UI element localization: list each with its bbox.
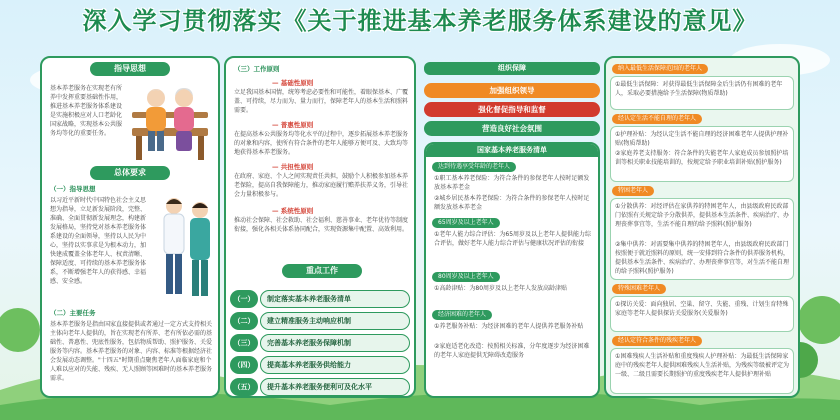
key-work-item <box>230 378 372 396</box>
page-title: 深入学习贯彻落实《关于推进基本养老服务体系建设的意见》 <box>82 7 758 35</box>
sub2-heading: （二）主要任务 <box>50 309 96 317</box>
org-item-2: 强化督促指导和监督 <box>424 102 600 117</box>
key-work-number: （五） <box>230 378 258 396</box>
guide-title: 指导思想 <box>90 62 170 76</box>
key-work-label: 提高基本养老服务供给能力 <box>260 356 410 374</box>
principle-2-title: — 普惠性原则 <box>272 121 314 129</box>
key-work-number: （三） <box>230 334 258 352</box>
key-work-label: 制定落实基本养老服务清单 <box>260 290 410 308</box>
group-4-item-a: ①养老服务补贴：为经济困难的老年人提供养老服务补贴 <box>434 323 584 330</box>
key-work-item <box>230 290 351 308</box>
group-1-heading: 达到待遇享受年龄的老年人 <box>432 162 516 172</box>
org-title: 组织保障 <box>424 62 600 75</box>
right-group-3-box <box>610 198 794 280</box>
group-2-heading: 65周岁及以上老年人 <box>432 218 500 228</box>
right-group-1-heading: 纳入最低生活保障范围的老年人 <box>612 64 708 74</box>
key-work-label: 建立精准服务主动响应机制 <box>260 312 410 330</box>
key-work-item <box>230 312 351 330</box>
org-item-3: 营造良好社会氛围 <box>424 121 600 136</box>
group-2-item-a: ①老年人能力综合评估：为65周岁及以上老年人提供能力综合评估，做好老年人能力综合评估与健康状况评估的衔接 <box>434 231 592 247</box>
guide-text: 基本养老服务在实现老有所养中发挥重要基础性作用，推进基本养老服务体系建设是实施积极应对人口老龄化国家战略，实现基本公共服务均等化的重要任务。 <box>50 85 122 137</box>
key-work-number: （一） <box>230 290 258 308</box>
sub2-text: 基本养老服务是指由国家直接提供或者通过一定方式支持相关主体向老年人提供的，旨在实现老有所养、老有所依必需的基础性、普惠性、兜底性服务，包括物质帮助、照护服务、关爱服务等内容。基本养老服务的对象、内容、标准等根据经济社会发展动态调整。"十四五"时期重点聚焦老年人面临家庭和个人难以应对的失能、残疾、无人照顾等困难时的基本养老服务需求。 <box>50 321 213 382</box>
principle-4-title: — 系统性原则 <box>272 207 314 215</box>
group-3-item-a: ①高龄津贴：为80周岁及以上老年人发放高龄津贴 <box>434 285 568 292</box>
principle-1-text: 立足我国基本国情，统筹考虑必要性和可能性，着眼保基本、广覆盖、可持续，尽力而为、量力而行，保障老年人的基本生活和照料需要。 <box>234 89 409 114</box>
elderly-couple-illustration <box>126 82 214 164</box>
right-group-3-heading: 特困老年人 <box>612 186 654 196</box>
right-group-3-item-b: ②集中供养：对需要集中供养的特困老年人，由县级政府民政部门按照便于就近照料的原则，统一安排到符合条件的供养服务机构，提供基本生活条件、疾病治疗、办理丧葬事宜等，对生活不能自理的给予照料(照护服务) <box>615 241 790 275</box>
principle-3-text: 在政府、家庭、个人之间实现责任共担，鼓励个人积极参加基本养老保险，提高自我保障能力，推动家庭履行赡养扶养义务，引导社会力量积极参与。 <box>234 173 409 198</box>
service-list-title: 国家基本养老服务清单 <box>426 144 598 157</box>
org-item-1: 加强组织领导 <box>424 83 600 98</box>
right-group-4-item-a: ①探访关爱：面向独居、空巢、留守、失能、重残、计划生育特殊家庭等老年人提供探访关爱服务(关爱服务) <box>615 301 789 317</box>
middle-panel <box>224 56 416 398</box>
group-3-heading: 80周岁及以上老年人 <box>432 272 500 282</box>
key-work-number: （四） <box>230 356 258 374</box>
right-group-1-item-a: ①最低生活保障：对获得最低生活保障金后生活仍有困难的老年人，采取必要措施给予生活保障(物质帮助) <box>615 81 783 97</box>
key-work-title: 重点工作 <box>282 264 362 278</box>
right-group-4-heading: 特殊困难老年人 <box>612 284 666 294</box>
sub1-heading: （一）指导思想 <box>50 185 96 193</box>
right-group-2-box <box>610 126 794 182</box>
principle-1-title: — 基础性原则 <box>272 79 314 87</box>
right-group-5-box <box>610 348 794 394</box>
doctors-illustration <box>154 192 218 300</box>
require-title: 总体要求 <box>90 166 170 180</box>
group-4-heading: 经济困难的老年人 <box>432 310 492 320</box>
group-1-item-a: ①职工基本养老保险：为符合条件的参保老年人按时足额发放基本养老金 <box>434 175 590 191</box>
principle-2-text: 在提高基本公共服务均等化水平的过程中，逐步拓展基本养老服务的对象和内容，使所有符合条件的老年人能够方便可及、大致均等地获得基本养老服务。 <box>234 131 409 156</box>
key-work-item <box>230 356 351 374</box>
key-work-item <box>230 334 351 352</box>
group-1-item-b: ②城乡居民基本养老保险：为符合条件的参保老年人按时足额发放基本养老金 <box>434 195 590 211</box>
right-panel <box>604 56 800 398</box>
right-group-2-item-b: ②家庭养老支持服务：符合条件的失能老年人家庭成员参加照护培训等相关职业技能培训的，按规定给予职业培训补贴(照护服务) <box>615 150 789 166</box>
key-work-label: 完善基本养老服务保障机制 <box>260 334 410 352</box>
service-list-panel <box>424 142 600 398</box>
right-group-2-heading: 经认定生活不能自理的老年人 <box>612 114 702 124</box>
key-work-number: （二） <box>230 312 258 330</box>
right-group-1-box <box>610 76 794 110</box>
sub1-text: 以习近平新时代中国特色社会主义思想为指导，立足新发展阶段，完整、准确、全面贯彻新发展理念，构建新发展格局，坚持党对基本养老服务体系建设的全面领导，坚持以人民为中心，坚持以实事求是为根本动力，加快建成覆盖全体老年人、权责清晰、保障适度、可持续的基本养老服务体系，不断增强老年人的获得感、幸福感、安全感。 <box>50 197 147 285</box>
left-panel <box>40 56 220 398</box>
principle-3-title: — 共担性原则 <box>272 163 314 171</box>
key-work-label: 提升基本养老服务便利可及化水平 <box>260 378 410 396</box>
right-group-4-box <box>610 296 794 332</box>
right-group-3-item-a: ①分散供养：对经评估在家供养的特困老年人，由县级政府民政部门依照有关规定给予分散供养，提供基本生活条件、疾病治疗、办理丧葬事宜等，生活不能自理的给予照料(照护服务) <box>615 203 790 228</box>
group-4-item-b: ②家庭适老化改造：按照相关标准，分年度逐步为经济困难的老年人家庭提供无障碍改造服务 <box>434 343 590 359</box>
right-group-2-item-a: ①护理补贴：为经认定生活不能自理的经济困难老年人提供护理补贴(物质帮助) <box>615 131 789 147</box>
principles-heading: （三）工作原则 <box>234 65 280 73</box>
right-group-5-heading: 经认定符合条件的残疾老年人 <box>612 336 702 346</box>
principle-4-text: 推动社会保障、社会救助、社会福利、慈善事业、老年优待等制度衔接，强化各相关体系协同配合，实现资源集中配置、高效利用。 <box>234 217 409 233</box>
right-group-5-item-a: ①困难残疾人生活补贴和重度残疾人护理补贴：为最低生活保障家庭中的残疾老年人提供困难残疾人生活补贴，为残疾等级被评定为一级、二级且需要长期照护的重度残疾老年人提供护理补贴 <box>615 353 790 378</box>
